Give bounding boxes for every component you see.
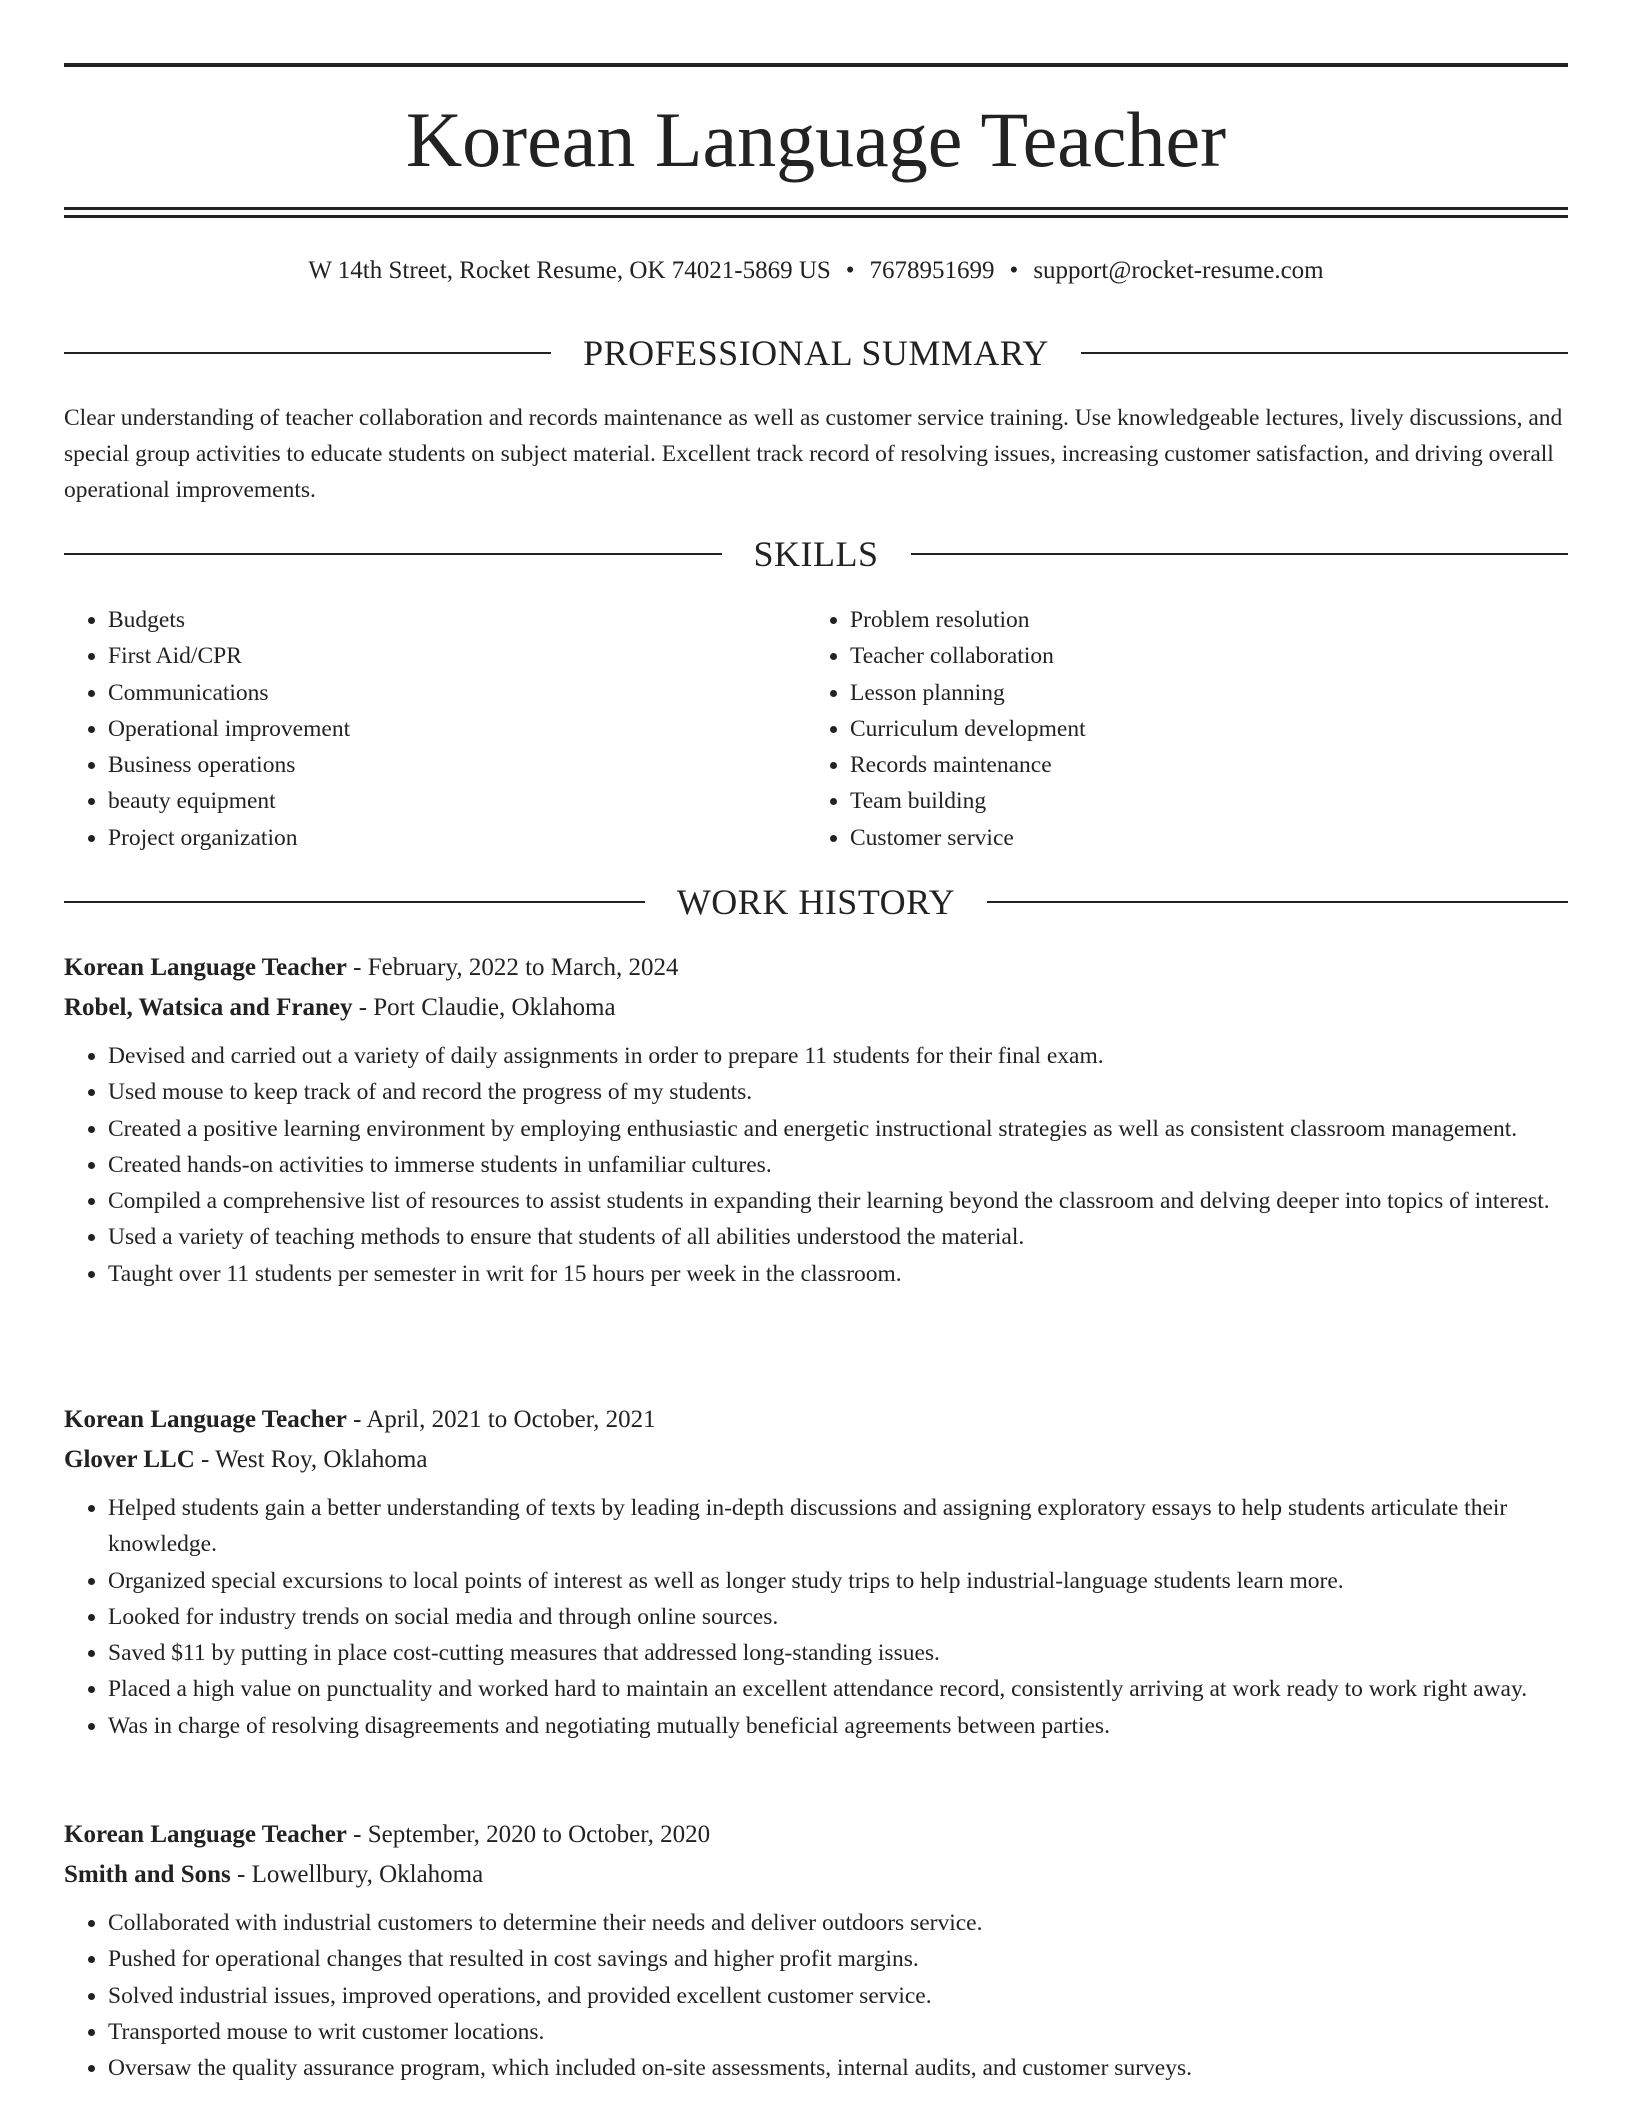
summary-heading-label: PROFESSIONAL SUMMARY [583,333,1049,373]
contact-email: support@rocket-resume.com [1033,257,1324,284]
work-history-heading [64,880,1568,924]
job-company-line [64,1440,1568,1480]
contact-separator: • [1009,257,1019,284]
section-divider-line [64,352,551,354]
header-top-rule [64,63,1568,67]
job-duties-list [64,1038,1568,1292]
header-double-rule-lower [64,215,1568,218]
job-duty: • Oversaw the quality assurance program, which included on-site assessments, internal audits, and customer surveys. [108,2050,1568,2086]
skills-column-right [806,602,1548,856]
job-duty: • Devised and carried out a variety of daily assignments in order to prepare 11 students for their final exam. [108,1038,1568,1074]
skill-item: • Operational improvement [108,711,806,747]
summary-text: Clear understanding of teacher collaboration and records maintenance as well as customer service training. Use knowledgeable lectures, lively discussions, and special group activities to educate students on subject material. Excellent track record of resolving issues, increasing customer satisfaction, and driving overall operational improvements. [64,405,1563,503]
job-entry [64,1815,1568,2086]
job-dates: - February, 2022 to March, 2024 [346,954,679,981]
job-entry [64,1400,1568,1744]
skills-list [64,602,1568,856]
job-duty: • Was in charge of resolving disagreements and negotiating mutually beneficial agreements between parties. [108,1708,1568,1744]
skill-item: • beauty equipment [108,783,806,819]
section-divider-line [911,553,1569,555]
job-position: Korean Language Teacher [64,954,347,981]
job-duty: • Created hands-on activities to immerse students in unfamiliar cultures. [108,1147,1568,1183]
skills-column-left [64,602,806,856]
job-duties-list [64,1905,1568,2086]
skill-item: • Business operations [108,747,806,783]
skill-item: • Project organization [108,820,806,856]
job-company-line [64,1855,1568,1895]
contact-address: W 14th Street, Rocket Resume, OK 74021-5869 US [308,257,831,284]
job-duty: • Used mouse to keep track of and record the progress of my students. [108,1074,1568,1110]
job-location: - Lowellbury, Oklahoma [230,1861,484,1888]
section-divider-line [987,901,1568,903]
job-company: Glover LLC [64,1446,195,1473]
job-duty: • Taught over 11 students per semester in writ for 15 hours per week in the classroom. [108,1256,1568,1292]
job-duty: • Solved industrial issues, improved operations, and provided excellent customer service. [108,1978,1568,2014]
skill-item: • Communications [108,675,806,711]
summary-heading [64,331,1568,375]
resume-title: Korean Language Teacher [405,96,1227,183]
job-position: Korean Language Teacher [64,1821,347,1848]
job-duty: • Organized special excursions to local points of interest as well as longer study trips to help industrial-language students learn more. [108,1563,1568,1599]
job-company: Robel, Watsica and Franey [64,994,353,1021]
skills-heading [64,532,1568,576]
contact-line [64,254,1568,288]
section-divider-line [1081,352,1568,354]
job-duty: • Helped students gain a better understanding of texts by leading in-depth discussions and assigning exploratory essays to help students articulate their knowledge. [108,1490,1568,1563]
job-duty: • Compiled a comprehensive list of resources to assist students in expanding their learning beyond the classroom and delving deeper into topics of interest. [108,1183,1568,1219]
job-duty: • Created a positive learning environment by employing enthusiastic and energetic instructional strategies as well as consistent classroom management. [108,1111,1568,1147]
skill-item: • Customer service [850,820,1548,856]
job-location: - West Roy, Oklahoma [194,1446,428,1473]
job-title-line [64,1815,1568,1855]
section-divider-line [64,553,722,555]
skill-item: • First Aid/CPR [108,638,806,674]
skills-heading-label: SKILLS [753,534,879,574]
job-duty: • Placed a high value on punctuality and worked hard to maintain an excellent attendance record, consistently arriving at work ready to work right away. [108,1671,1568,1707]
job-dates: - September, 2020 to October, 2020 [346,1821,711,1848]
skill-item: • Lesson planning [850,675,1548,711]
skill-item: • Curriculum development [850,711,1548,747]
job-company-line [64,988,1568,1028]
contact-separator: • [845,257,855,284]
job-entry [64,948,1568,1292]
job-dates: - April, 2021 to October, 2021 [346,1406,656,1433]
job-position: Korean Language Teacher [64,1406,347,1433]
skill-item: • Budgets [108,602,806,638]
job-location: - Port Claudie, Oklahoma [352,994,616,1021]
skill-item: • Teacher collaboration [850,638,1548,674]
job-duty: • Used a variety of teaching methods to ensure that students of all abilities understood the material. [108,1219,1568,1255]
job-duty: • Pushed for operational changes that resulted in cost savings and higher profit margins. [108,1941,1568,1977]
job-title-line [64,1400,1568,1440]
job-duty: • Transported mouse to writ customer locations. [108,2014,1568,2050]
section-divider-line [64,901,645,903]
job-company: Smith and Sons [64,1861,231,1888]
contact-phone: 7678951699 [869,257,995,284]
work-history-heading-label: WORK HISTORY [676,882,956,922]
header-double-rule-upper [64,207,1568,210]
job-duty: • Looked for industry trends on social media and through online sources. [108,1599,1568,1635]
job-title-line [64,948,1568,988]
skill-item: • Records maintenance [850,747,1548,783]
job-duty: • Collaborated with industrial customers to determine their needs and deliver outdoors service. [108,1905,1568,1941]
skill-item: • Problem resolution [850,602,1548,638]
job-duties-list [64,1490,1568,1744]
job-duty: • Saved $11 by putting in place cost-cutting measures that addressed long-standing issues. [108,1635,1568,1671]
skill-item: • Team building [850,783,1548,819]
